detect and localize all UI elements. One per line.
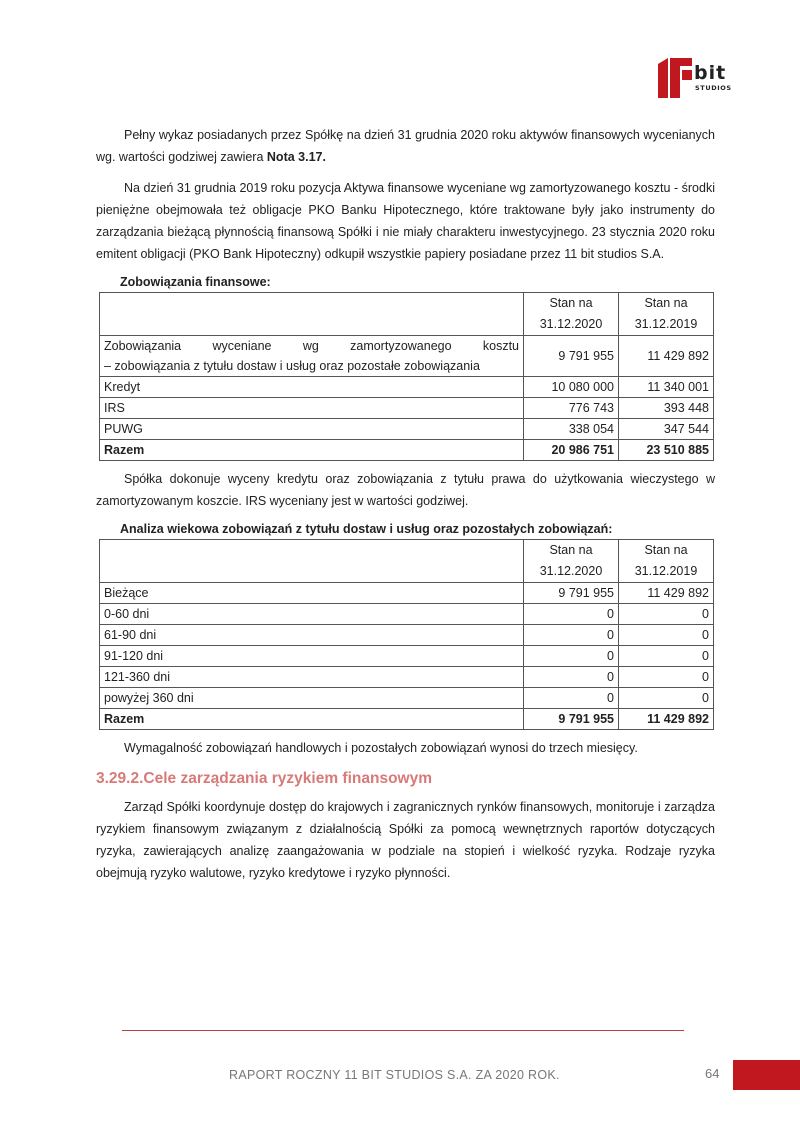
aging-analysis-caption: Analiza wiekowa zobowiązań z tytułu dostaw i usług oraz pozostałych zobowiązań: [120, 522, 613, 536]
table-row [100, 583, 714, 604]
value-2019: 393 448 [619, 398, 714, 419]
value-2020: 10 080 000 [524, 377, 619, 398]
row-label: 121-360 dni [100, 667, 524, 688]
header-2020: Stan na 31.12.2020 [524, 540, 619, 583]
value-2020: 9 791 955 [524, 336, 619, 377]
company-logo [656, 56, 736, 100]
row-label: Razem [100, 709, 524, 730]
note-reference: Nota 3.17. [266, 150, 326, 164]
value-2020: 0 [524, 604, 619, 625]
section-heading: 3.29.2.Cele zarządzania ryzykiem finansowym [96, 770, 432, 787]
row-label: PUWG [100, 419, 524, 440]
financial-liabilities-caption: Zobowiązania finansowe: [120, 275, 271, 289]
table-row [100, 419, 714, 440]
table-row [100, 604, 714, 625]
value-2020: 9 791 955 [524, 583, 619, 604]
table-row [100, 688, 714, 709]
header-2020: Stan na 31.12.2020 [524, 293, 619, 336]
row-label: 61-90 dni [100, 625, 524, 646]
logo-studios-text: STUDIOS [695, 84, 732, 92]
row-label: 91-120 dni [100, 646, 524, 667]
page-number: 64 [705, 1066, 720, 1081]
page-content [96, 124, 715, 893]
value-2020: 0 [524, 625, 619, 646]
footer-accent-bar [733, 1060, 800, 1090]
value-2019: 0 [619, 604, 714, 625]
value-2020: 338 054 [524, 419, 619, 440]
value-2019: 347 544 [619, 419, 714, 440]
value-2020: 0 [524, 646, 619, 667]
value-2019: 11 340 001 [619, 377, 714, 398]
value-2019: 0 [619, 688, 714, 709]
table-row [100, 377, 714, 398]
paragraph-maturity: Wymagalność zobowiązań handlowych i pozostałych zobowiązań wynosi do trzech miesięcy. [124, 741, 638, 755]
value-2020: 0 [524, 667, 619, 688]
row-label: Bieżące [100, 583, 524, 604]
table-row [100, 625, 714, 646]
footer-divider [122, 1030, 684, 1031]
row-label: 0-60 dni [100, 604, 524, 625]
value-2019: 23 510 885 [619, 440, 714, 461]
value-2019: 11 429 892 [619, 336, 714, 377]
table-total-row [100, 709, 714, 730]
financial-liabilities-table [99, 292, 714, 461]
row-label: Razem [100, 440, 524, 461]
header-2019: Stan na 31.12.2019 [619, 293, 714, 336]
value-2019: 0 [619, 667, 714, 688]
logo-mark-icon [656, 56, 694, 98]
value-2019: 0 [619, 625, 714, 646]
table-row [100, 336, 714, 377]
paragraph-bonds: Na dzień 31 grudnia 2019 roku pozycja Aktywa finansowe wyceniane wg zamortyzowanego kosztu - środki pieniężne obejmowała też obligacje PKO Banku Hipotecznego, które traktowane były jako instrumenty do zarządzania bieżącą płynnością finansową Spółki i nie miały charakteru inwestycyjnego. 23 stycznia 2020 roku emitent obligacji (PKO Bank Hipoteczny) odkupił wszystkie papiery posiadane przez 11 bit studios S.A. [96, 181, 715, 261]
footer-report-title: RAPORT ROCZNY 11 BIT STUDIOS S.A. ZA 2020 ROK. [229, 1068, 560, 1082]
value-2019: 0 [619, 646, 714, 667]
value-2020: 9 791 955 [524, 709, 619, 730]
table-row [100, 646, 714, 667]
row-label: IRS [100, 398, 524, 419]
value-2020: 20 986 751 [524, 440, 619, 461]
table-row [100, 667, 714, 688]
value-2020: 776 743 [524, 398, 619, 419]
row-label: powyżej 360 dni [100, 688, 524, 709]
logo-bit-text: bit [694, 62, 727, 84]
value-2019: 11 429 892 [619, 583, 714, 604]
table-row [100, 398, 714, 419]
value-2020: 0 [524, 688, 619, 709]
aging-analysis-table [99, 539, 714, 730]
table-header-row [100, 293, 714, 336]
row-label: Kredyt [100, 377, 524, 398]
paragraph-risk-management: Zarząd Spółki koordynuje dostęp do krajowych i zagranicznych rynków finansowych, monitoruje i zarządza ryzykiem finansowym związanym z działalnością Spółki za pomocą wewnętrznych raportów dotyczących ryzyka, zawierających analizę zaangażowania w podziale na stopień i wielkość ryzyka. Rodzaje ryzyka obejmują ryzyko walutowe, ryzyko kredytowe i ryzyko płynności. [96, 800, 715, 880]
header-2019: Stan na 31.12.2019 [619, 540, 714, 583]
row-label: Zobowiązania wyceniane wg zamortyzowanego kosztu – zobowiązania z tytułu dostaw i usług oraz pozostałe zobowiązania [100, 336, 524, 377]
table-total-row [100, 440, 714, 461]
table-header-row [100, 540, 714, 583]
value-2019: 11 429 892 [619, 709, 714, 730]
paragraph-valuation: Spółka dokonuje wyceny kredytu oraz zobowiązania z tytułu prawa do użytkowania wieczystego w zamortyzowanym koszcie. IRS wyceniany jest w wartości godziwej. [96, 472, 715, 508]
paragraph-fair-value: Pełny wykaz posiadanych przez Spółkę na dzień 31 grudnia 2020 roku aktywów finansowych wycenianych wg. wartości godziwej zawiera Nota 3.17. [96, 128, 715, 164]
